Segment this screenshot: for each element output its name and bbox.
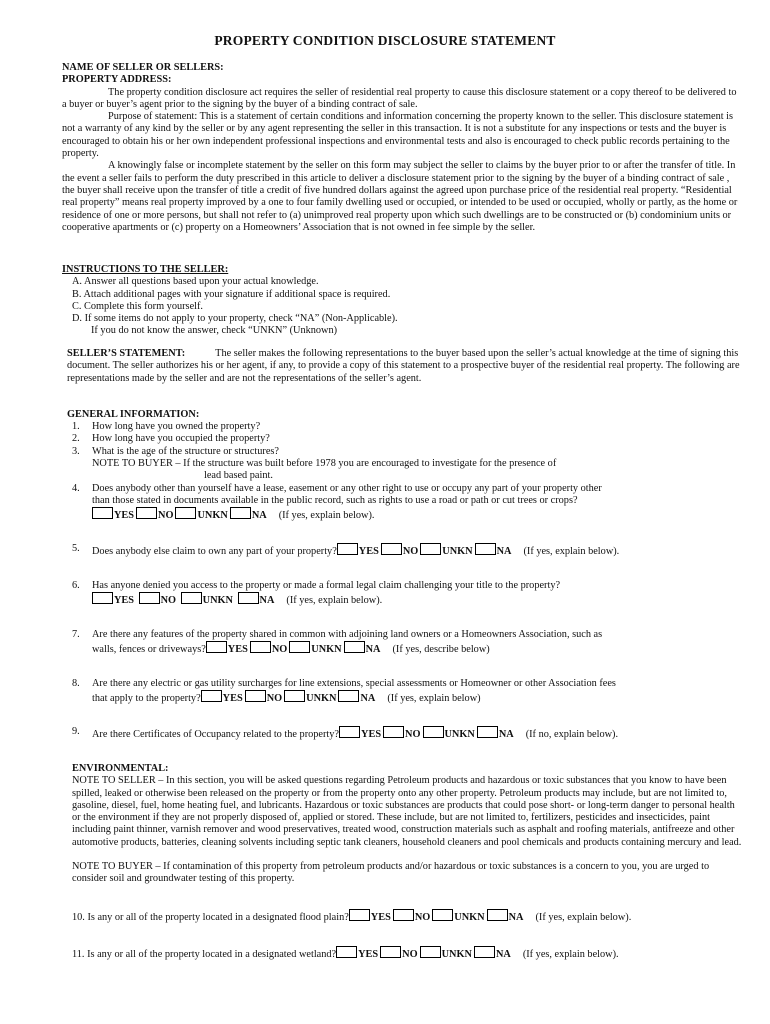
q11-text: Is any or all of the property located in a designated wetland?: [87, 949, 337, 960]
q7-no-checkbox[interactable]: [250, 641, 271, 653]
q10-na-label: NA: [508, 912, 524, 923]
q7-no-label: NO: [271, 644, 288, 655]
q3-note-line1: NOTE TO BUYER – If the structure was built before 1978 you are encouraged to investigate for the presence of: [92, 458, 557, 469]
q8-yes-label: YES: [222, 693, 243, 704]
q1-number: 1.: [72, 421, 80, 432]
q4-note: (If yes, explain below).: [278, 510, 375, 521]
q5-yes-label: YES: [358, 546, 379, 557]
environmental-heading: ENVIRONMENTAL:: [72, 763, 169, 774]
q8-text-line1: Are there any electric or gas utility surcharges for line extensions, special assessments or Homeowner or other Association fees: [92, 678, 616, 689]
q6-note: (If yes, explain below).: [286, 595, 383, 606]
q7-note: (If yes, describe below): [392, 644, 490, 655]
q7-unkn-label: UNKN: [311, 644, 342, 655]
q8-na-checkbox[interactable]: [338, 690, 359, 702]
intro-paragraph-3: A knowingly false or incomplete statement by the seller on this form may subject the seller to claims by the buyer prior to or after the transfer of title. In the event a seller fails to perform the duty prescribed in this article to deliver a disclosure statement prior to the signing by the buyer of a binding contract of sale , the buyer shall receive upon the transfer of title a credit of five hundred dollars against the agreed upon purchase price of the residential real property. “Residential real property” means real property improved by a one to four family dwelling used or occupied, or intended to be used or occupied, wholly or partly, as the home or residence of one or more persons, but shall not refer to (a) unimproved real property upon which such dwellings are to be constructed or (b) condominium units or cooperative apartments or (c) property on a Homeowners’ Association that is not owned in fee simple by the seller.: [62, 160, 738, 233]
q5-number: 5.: [72, 543, 80, 554]
q2-text: How long have you occupied the property?: [92, 433, 270, 444]
q11-no-label: NO: [402, 949, 418, 960]
q5-unkn-label: UNKN: [442, 546, 473, 557]
q4-unkn-checkbox[interactable]: [175, 507, 196, 519]
q11-na-label: NA: [495, 949, 511, 960]
q4-no-label: NO: [158, 510, 174, 521]
q5-unkn-checkbox[interactable]: [420, 543, 441, 555]
q11-note: (If yes, explain below).: [522, 949, 619, 960]
q4-yes-checkbox[interactable]: [92, 507, 113, 519]
q4-options: [92, 507, 374, 522]
q4-text-line1: Does anybody other than yourself have a lease, easement or any other right to use or occupy any part of your property other: [92, 483, 602, 494]
q11-line: [72, 946, 619, 961]
q11-no-checkbox[interactable]: [380, 946, 401, 958]
q3-text: What is the age of the structure or structures?: [92, 446, 279, 457]
q11-unkn-checkbox[interactable]: [420, 946, 441, 958]
q10-no-label: NO: [414, 912, 431, 923]
q10-no-checkbox[interactable]: [393, 909, 414, 921]
q9-note: (If no, explain below).: [525, 729, 619, 740]
instructions-heading: INSTRUCTIONS TO THE SELLER:: [62, 264, 229, 275]
q6-no-label: NO: [160, 595, 177, 606]
q6-yes-checkbox[interactable]: [92, 592, 113, 604]
q1-text: How long have you owned the property?: [92, 421, 261, 432]
q5-no-label: NO: [402, 546, 419, 557]
q9-no-label: NO: [405, 729, 421, 740]
property-address-label: PROPERTY ADDRESS:: [62, 74, 172, 86]
environmental-section: [72, 763, 742, 886]
q10-unkn-label: UNKN: [454, 912, 485, 923]
q10-na-checkbox[interactable]: [487, 909, 508, 921]
q9-number: 9.: [72, 726, 80, 737]
q5-na-label: NA: [496, 546, 512, 557]
q7-number: 7.: [72, 629, 80, 640]
q11-yes-label: YES: [358, 949, 379, 960]
q8-no-checkbox[interactable]: [245, 690, 266, 702]
q6-unkn-checkbox[interactable]: [181, 592, 202, 604]
q9-text: Are there Certificates of Occupancy related to the property?: [92, 729, 340, 740]
q9-line: [92, 726, 618, 741]
q6-number: 6.: [72, 580, 80, 591]
q2-number: 2.: [72, 433, 80, 444]
q5-na-checkbox[interactable]: [475, 543, 496, 555]
instruction-c: C. Complete this form yourself.: [72, 300, 203, 312]
q4-no-checkbox[interactable]: [136, 507, 157, 519]
q10-line: [72, 909, 631, 924]
q8-na-label: NA: [360, 693, 376, 704]
q9-no-checkbox[interactable]: [383, 726, 404, 738]
q9-unkn-checkbox[interactable]: [423, 726, 444, 738]
q6-yes-label: YES: [114, 595, 135, 606]
q7-line2: [92, 641, 490, 656]
q7-unkn-checkbox[interactable]: [289, 641, 310, 653]
seller-statement-heading: SELLER’S STATEMENT:: [67, 348, 186, 359]
q5-yes-checkbox[interactable]: [337, 543, 358, 555]
q9-yes-checkbox[interactable]: [339, 726, 360, 738]
q9-yes-label: YES: [361, 729, 382, 740]
q7-na-checkbox[interactable]: [344, 641, 365, 653]
q10-yes-label: YES: [370, 912, 391, 923]
q8-number: 8.: [72, 678, 80, 689]
q4-yes-label: YES: [114, 510, 135, 521]
q10-note: (If yes, explain below).: [535, 912, 632, 923]
q5-note: (If yes, explain below).: [523, 546, 620, 557]
q3-number: 3.: [72, 446, 80, 457]
q7-text-line2: walls, fences or driveways?: [92, 644, 206, 655]
q10-yes-checkbox[interactable]: [349, 909, 370, 921]
instruction-b: B. Attach additional pages with your signature if additional space is required.: [72, 288, 391, 300]
q4-text-line2: than those stated in documents available in the public record, such as rights to use a road or path or cut trees or crops?: [92, 495, 578, 506]
seller-statement-section: [67, 348, 742, 385]
seller-name-label: NAME OF SELLER OR SELLERS:: [62, 62, 224, 73]
q3-note-line2: lead based paint.: [204, 470, 273, 481]
header-fields: [62, 62, 742, 234]
q8-text-line2: that apply to the property?: [92, 693, 201, 704]
q5-line: [92, 543, 619, 558]
q9-na-checkbox[interactable]: [477, 726, 498, 738]
instructions-section: [62, 264, 742, 338]
seller-statement-text: The seller makes the following representations to the buyer based upon the seller’s actual knowledge at the time of signing this document. The seller authorizes his or her agent, if any, to provide a copy of this statement to a prospective buyer of the residential real property. The following are representations made by the seller and are not the representations of the seller’s agent.: [67, 348, 740, 384]
q6-unkn-label: UNKN: [202, 595, 233, 606]
q4-unkn-label: UNKN: [197, 510, 228, 521]
q9-unkn-label: UNKN: [444, 729, 475, 740]
q6-options: [92, 592, 382, 607]
q6-text: Has anyone denied you access to the property or made a formal legal claim challenging your title to the property?: [92, 580, 561, 591]
q8-note: (If yes, explain below): [387, 693, 481, 704]
q7-yes-label: YES: [227, 644, 248, 655]
q6-na-label: NA: [259, 595, 275, 606]
q10-number: 10.: [72, 912, 85, 923]
document-title: PROPERTY CONDITION DISCLOSURE STATEMENT: [214, 33, 556, 48]
q6-no-checkbox[interactable]: [139, 592, 160, 604]
q8-line2: [92, 690, 481, 705]
q5-text: Does anybody else claim to own any part of your property?: [92, 546, 337, 557]
instruction-d-continued: If you do not know the answer, check “UNKN” (Unknown): [91, 325, 338, 337]
note-to-seller: NOTE TO SELLER – In this section, you will be asked questions regarding Petroleum products and hazardous or toxic substances that you know to have been spilled, leaked or otherwise been released on the property or from the property onto any other property. Petroleum products may include, but are not limited to, gasoline, diesel, fuel, home heating fuel, and lubricants. Hazardous or toxic substances are products that could pose short- or long-term danger to personal health or the environment if they are not properly disposed of, applied or stored. These include, but are not limited to, fertilizers, pesticides and insecticides, paint including paint thinner, varnish remover and wood preservatives, treated wood, construction materials such as asphalt and roofing materials, antifreeze and other automotive products, batteries, cleaning solvents including septic tank cleaners, household cleaners and pool chemicals and products containing mercury and lead.: [72, 775, 742, 848]
q4-na-label: NA: [251, 510, 267, 521]
q4-number: 4.: [72, 483, 80, 494]
q9-na-label: NA: [498, 729, 514, 740]
q5-no-checkbox[interactable]: [381, 543, 402, 555]
q11-unkn-label: UNKN: [441, 949, 472, 960]
q11-number: 11.: [72, 949, 85, 960]
q10-text: Is any or all of the property located in a designated flood plain?: [87, 912, 349, 923]
general-heading: GENERAL INFORMATION:: [67, 409, 200, 420]
q10-unkn-checkbox[interactable]: [432, 909, 453, 921]
intro-paragraph-2: Purpose of statement: This is a statement of certain conditions and information concerning the property known to the seller. This disclosure statement is not a warranty of any kind by the seller or by any agent representing the seller in this transaction. It is not a substitute for any inspections or tests and the buyer is encouraged to obtain his or her own independent professional inspections and environmental tests and also is encouraged to check public records pertaining to the property.: [62, 111, 734, 160]
intro-paragraph-1: The property condition disclosure act requires the seller of residential real property to cause this disclosure statement or a copy thereof to be delivered to a buyer or buyer’s agent prior to the signing by the buyer of a binding contract of sale.: [62, 86, 737, 110]
note-to-buyer: NOTE TO BUYER – If contamination of this property from petroleum products and/or hazardous or toxic substances is a concern to you, you are urged to consider soil and groundwater testing of this property.: [72, 861, 710, 885]
q11-yes-checkbox[interactable]: [336, 946, 357, 958]
q8-yes-checkbox[interactable]: [201, 690, 222, 702]
q8-no-label: NO: [266, 693, 283, 704]
q4-na-checkbox[interactable]: [230, 507, 251, 519]
q7-na-label: NA: [365, 644, 381, 655]
q8-unkn-label: UNKN: [306, 693, 337, 704]
q7-yes-checkbox[interactable]: [206, 641, 227, 653]
q7-text-line1: Are there any features of the property shared in common with adjoining land owners or a Homeowners Association, such as: [92, 629, 603, 640]
instruction-a: A. Answer all questions based upon your actual knowledge.: [72, 276, 319, 288]
instruction-d: D. If some items do not apply to your property, check “NA” (Non-Applicable).: [72, 313, 398, 325]
q8-unkn-checkbox[interactable]: [284, 690, 305, 702]
q6-na-checkbox[interactable]: [238, 592, 259, 604]
q11-na-checkbox[interactable]: [474, 946, 495, 958]
